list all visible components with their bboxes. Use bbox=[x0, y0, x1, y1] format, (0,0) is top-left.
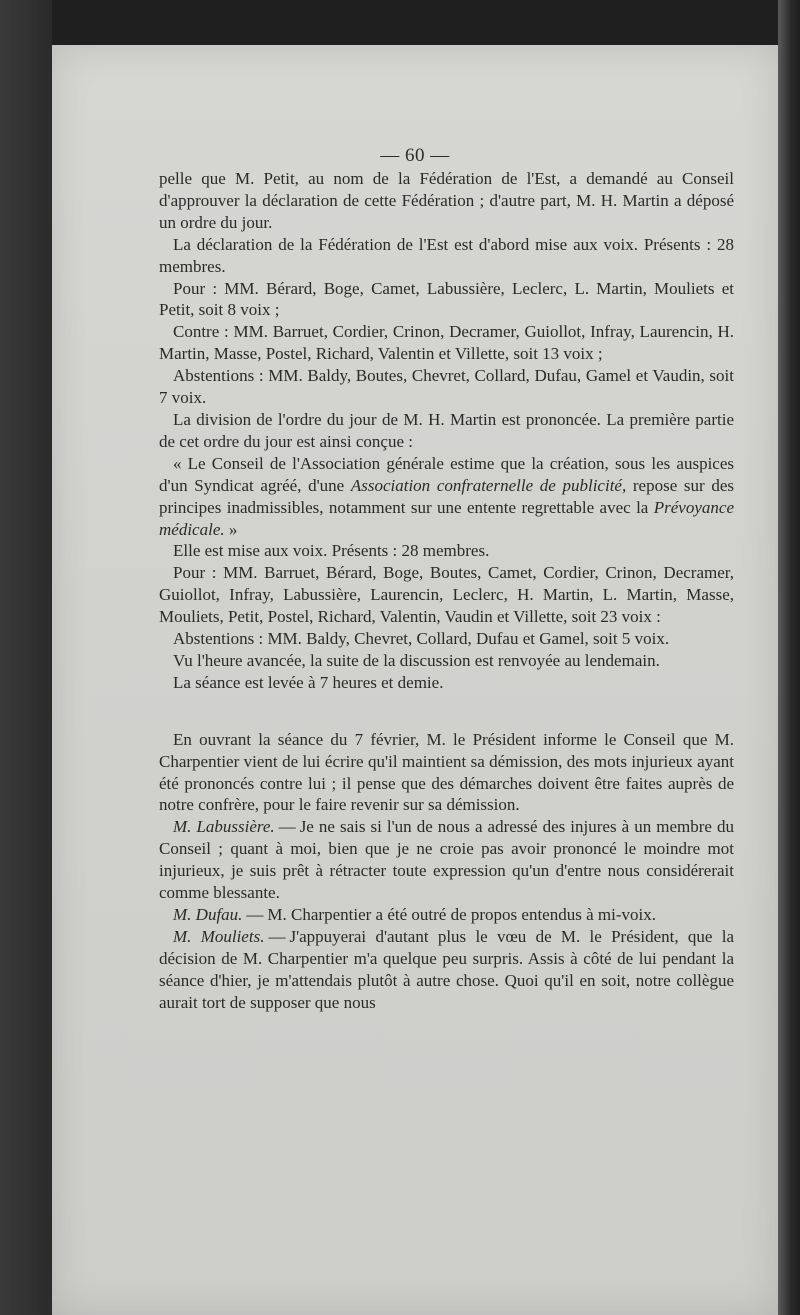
quote-italic-text: Association confraternelle de publicité, bbox=[350, 475, 627, 495]
speech-text: Je ne sais si l'un de nous a adressé des injures à un membre du Conseil ; quant à moi, bien que je ne croie pas avoir prononcé le moindre mot injurieux, je suis prêt à rétracter toute expression qu'un d'entre nous considérerait comme blessante. bbox=[159, 817, 734, 903]
paragraph: La séance est levée à 7 heures et demie. bbox=[173, 672, 444, 692]
paragraph: La division de l'ordre du jour de M. H. Martin est prononcée. La première partie de cet ordre du jour est ainsi conçue : bbox=[159, 409, 734, 451]
speech-text: J'appuyerai d'autant plus le vœu de M. le Président, que la décision de M. Charpentier m'a quelque peu surpris. Assis à côté de lui pendant la séance d'hier, je m'attendais plutôt à autre chose. Quoi qu'il en soit, notre collègue aurait tort de supposer que nous bbox=[159, 926, 735, 1012]
em-dash: — bbox=[278, 817, 296, 837]
speaker-name: M. Dufau. bbox=[173, 905, 243, 924]
page-number: — 60 — bbox=[380, 145, 450, 166]
quote-text: repose sur des principes inadmissibles, notamment sur une entente regrettable avec la bbox=[159, 475, 735, 517]
page-body bbox=[159, 168, 734, 1014]
speech-text: M. Charpentier a été outré de propos entendus à mi-voix. bbox=[267, 905, 656, 924]
speech-paragraph bbox=[159, 926, 734, 1014]
paragraph: Elle est mise aux voix. Présents : 28 membres. bbox=[173, 541, 490, 561]
paragraph: Pour : MM. Barruet, Bérard, Boge, Boutes, Camet, Cordier, Crinon, Decramer, Guiollot, Infray, Labussière, Laurencin, Leclerc, H. Martin, L. Martin, Masse, Mouliets, Petit, Postel, Richard, Valentin, Vaudin et Villette, soit 23 voix : bbox=[159, 563, 734, 627]
quote-text: » bbox=[224, 519, 238, 539]
paragraph: Contre : MM. Barruet, Cordier, Crinon, Decramer, Guiollot, Infray, Laurencin, H. Martin, Masse, Postel, Richard, Valentin et Villette, soit 13 voix ; bbox=[159, 322, 734, 364]
scan-right-edge bbox=[778, 0, 800, 1315]
speaker-name: M. Labussière. bbox=[173, 817, 275, 837]
em-dash: — bbox=[268, 926, 286, 946]
paragraph: En ouvrant la séance du 7 février, M. le Président informe le Conseil que M. Charpentier vient de lui écrire qu'il maintient sa démission, des mots injurieux ayant été prononcés contre lui ; il pense que des démarches doivent être faites auprès de notre confrère, pour le faire revenir sur sa démission. bbox=[159, 729, 734, 815]
speaker-name: M. Mouliets. bbox=[173, 926, 265, 946]
quote-italic-text: Prévoyance médicale. bbox=[159, 497, 734, 539]
em-dash: — bbox=[246, 905, 264, 924]
document-page bbox=[52, 45, 778, 1315]
paragraph: La déclaration de la Fédération de l'Est est d'abord mise aux voix. Présents : 28 membres. bbox=[159, 234, 734, 276]
quote-text: « Le Conseil de l'Association générale estime que la création, sous les auspices d'un Syndicat agréé, d'une bbox=[159, 453, 734, 495]
scan-left-edge bbox=[0, 0, 52, 1315]
paragraph: Abstentions : MM. Baldy, Chevret, Collard, Dufau et Gamel, soit 5 voix. bbox=[173, 629, 670, 649]
paragraph: Abstentions : MM. Baldy, Boutes, Chevret, Collard, Dufau, Gamel et Vaudin, soit 7 voix. bbox=[159, 366, 734, 408]
quoted-motion bbox=[159, 453, 734, 541]
paragraph: pelle que M. Petit, au nom de la Fédération de l'Est, a demandé au Conseil d'approuver la déclaration de cette Fédération ; d'autre part, M. H. Martin a déposé un ordre du jour. bbox=[159, 169, 734, 232]
paragraph: Pour : MM. Bérard, Boge, Camet, Labussière, Leclerc, L. Martin, Mouliets et Petit, soit 8 voix ; bbox=[159, 278, 734, 320]
scan-top-edge bbox=[0, 0, 800, 45]
speech-paragraph bbox=[159, 816, 734, 904]
paragraph: Vu l'heure avancée, la suite de la discussion est renvoyée au lendemain. bbox=[173, 650, 660, 670]
speech-paragraph bbox=[159, 904, 734, 926]
